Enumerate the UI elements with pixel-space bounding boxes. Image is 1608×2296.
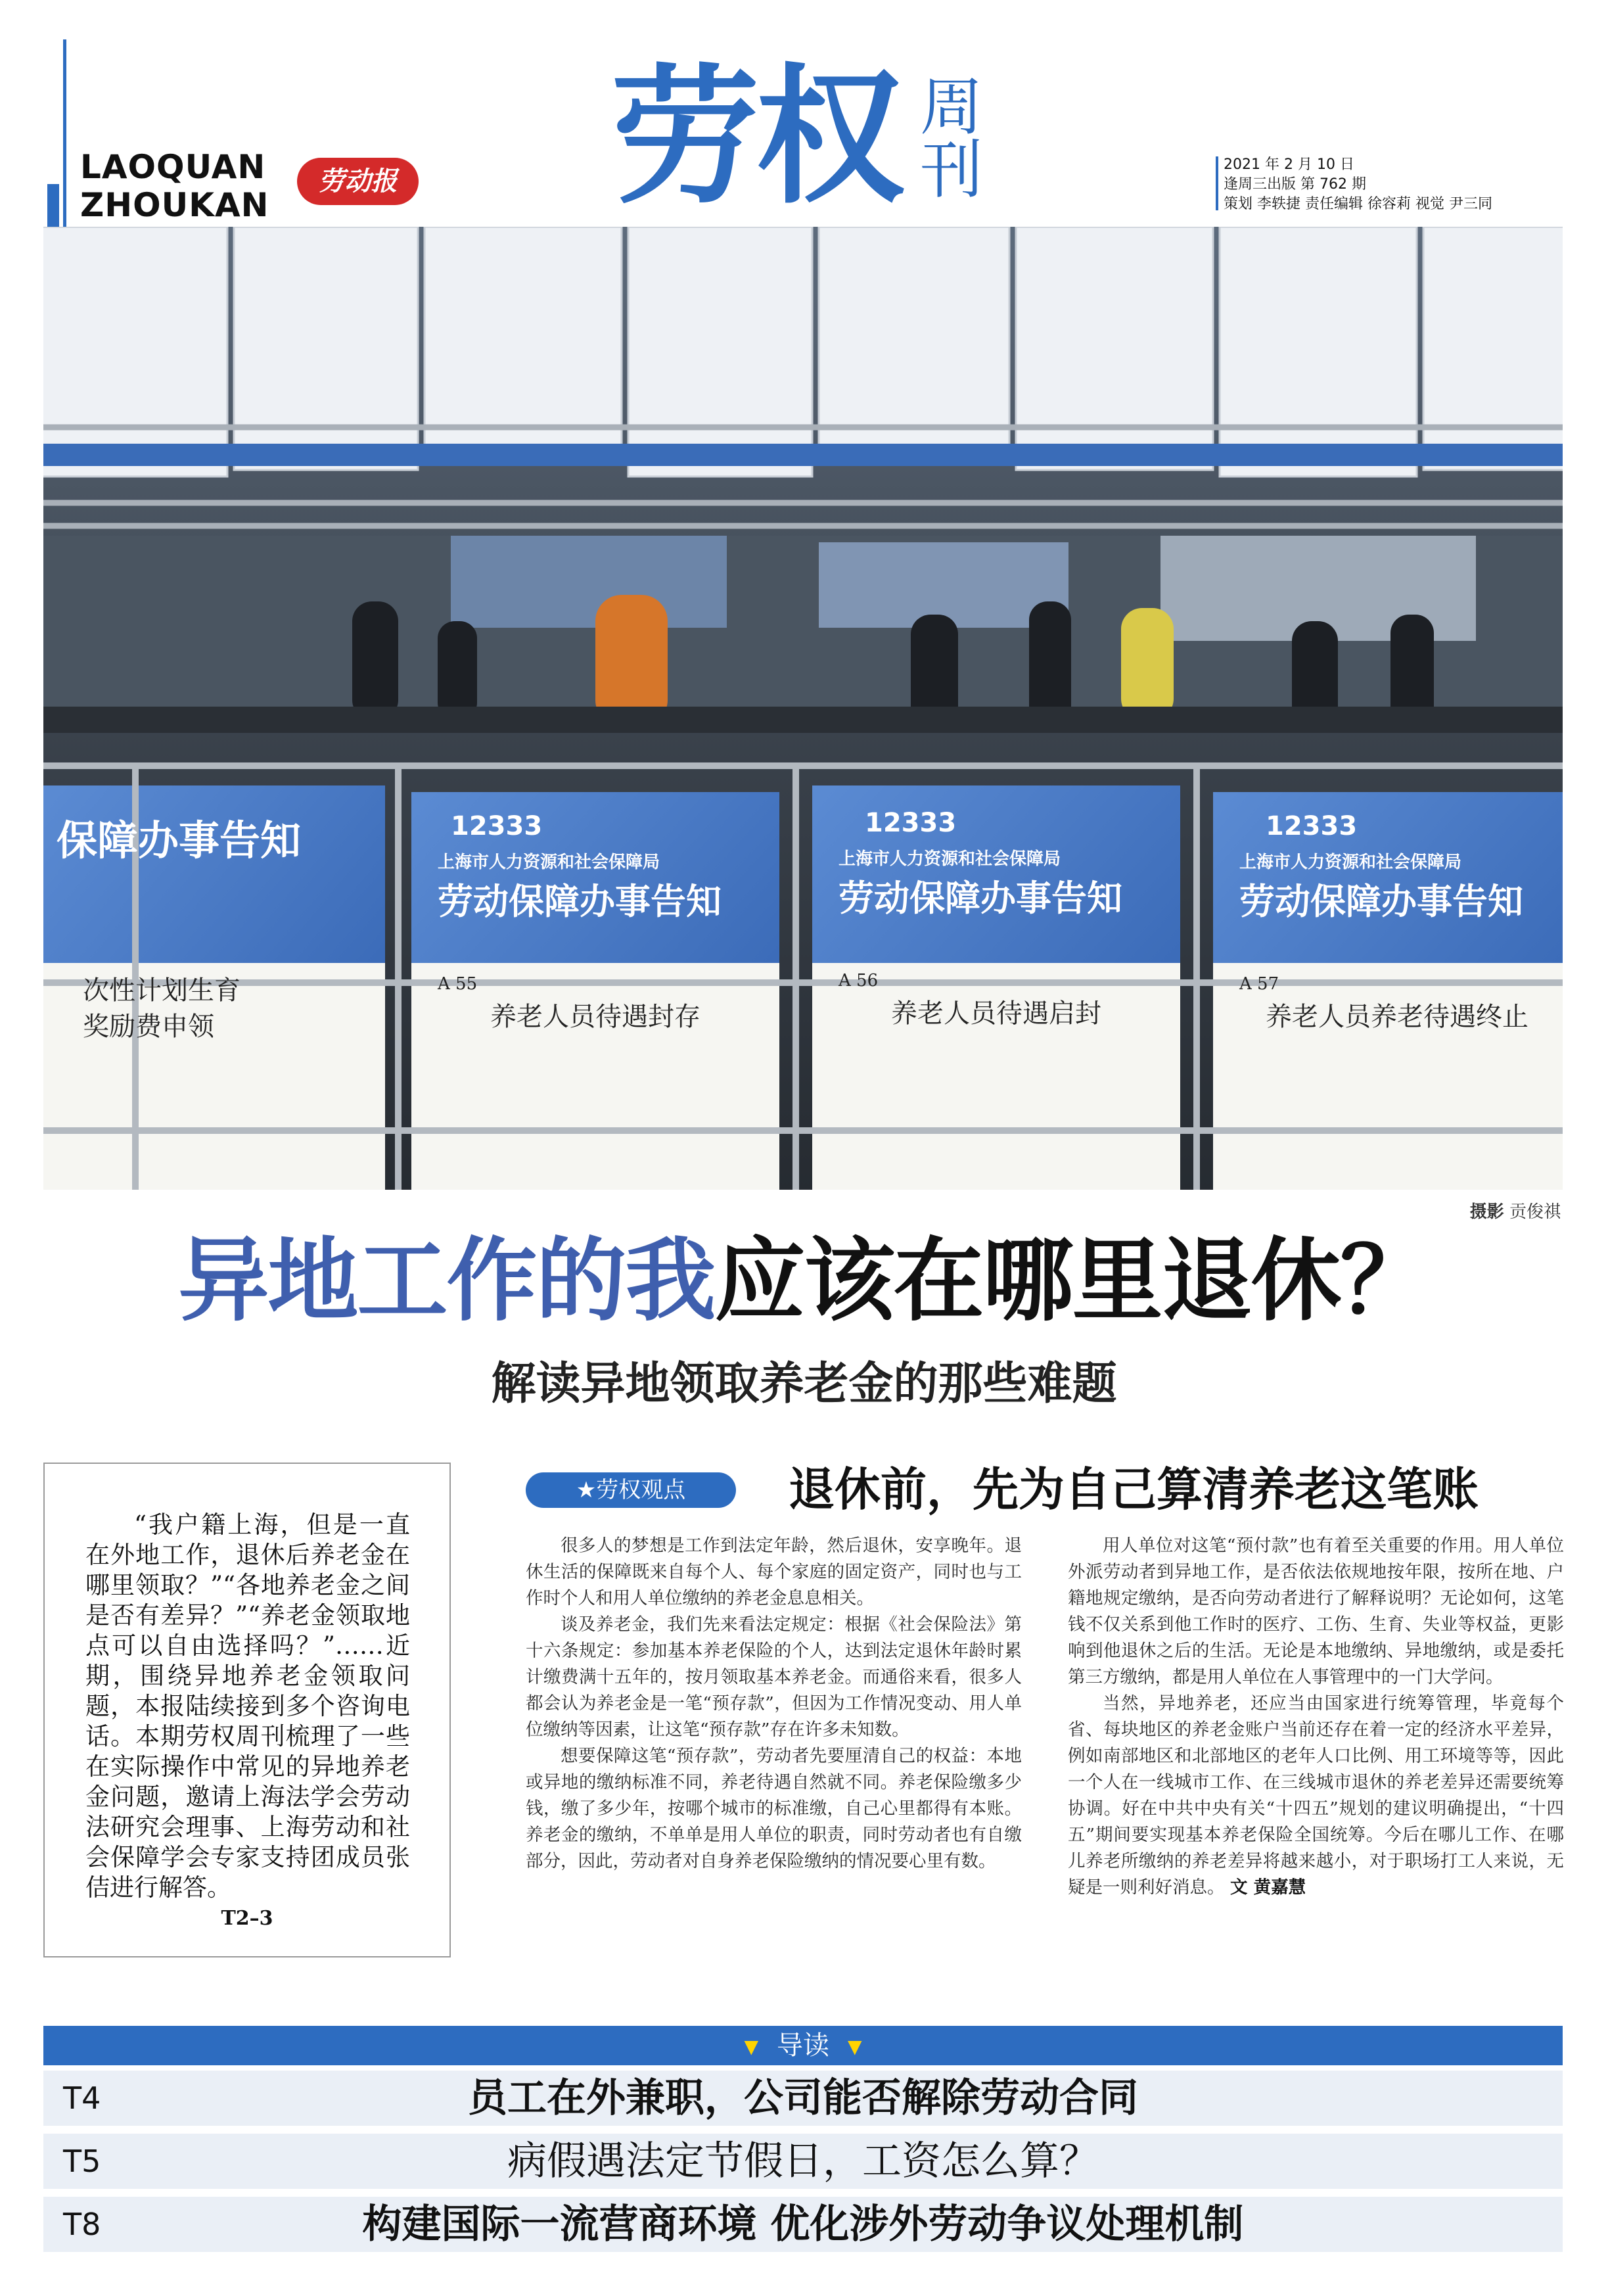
photo-credit xyxy=(1470,1198,1561,1223)
issue-edition: 逢周三出版 第 762 期 xyxy=(1224,176,1366,193)
brochure-heading: 劳动保障办事告知 xyxy=(438,881,722,922)
brand-accent-lines xyxy=(47,39,74,250)
brochure-code: A 57 xyxy=(1239,974,1279,994)
brochure-hotline: 12333 xyxy=(451,811,543,841)
column-body xyxy=(526,1533,1564,1901)
masthead-title-side: 周刊 xyxy=(920,70,983,207)
guide-item-page: T5 xyxy=(63,2144,101,2179)
left-brochure-item-b: 奖励费申领 xyxy=(83,1012,214,1042)
summary-page-ref: T2–3 xyxy=(221,1907,273,1930)
brand-latin-line1: LAOQUAN xyxy=(80,148,266,186)
column-paragraph: 想要保障这笔“预存款”，劳动者先要厘清自己的权益：本地或异地的缴纳标准不同，养老待遇自然就不同。养老保险缴多少钱，缴了多少年，按哪个城市的标准缴，自己心里都得有本账。养老金的缴纳，不单单是用人单位的职责，同时劳动者也有自缴部分，因此，劳动者对自身养老保险缴纳的情况要心里有数。 xyxy=(526,1746,1022,1871)
guide-item-title: 病假遇法定节假日，工资怎么算？ xyxy=(507,2138,1099,2184)
guide-item-title: 员工在外兼职，公司能否解除劳动合同 xyxy=(468,2075,1138,2121)
brochure-bureau: 上海市人力资源和社会保障局 xyxy=(438,853,660,872)
left-brochure-heading: 保障办事告知 xyxy=(57,816,302,864)
guide-label: 导读 xyxy=(777,2030,829,2061)
column-paragraph: 当然，异地养老，还应当由国家进行统筹管理，毕竟每个省、每块地区的养老金账户当前还存在着一定的经济水平差异，例如南部地区和北部地区的老年人口比例、用工环境等等，因此一个人在一线城市工作、在三线城市退休的养老差异还需要统筹协调。好在中共中央有关“十四五”规划的建议明确提出，“十四五”期间要实现基本养老保险全国统筹。今后在哪儿工作、在哪儿养老所缴纳的养老差异将越来越小，对于职场打工人来说，无疑是一则利好消息。 xyxy=(1068,1693,1564,1898)
hero-photo-illustration xyxy=(43,227,1563,1190)
newspaper-seal-logo: 劳动报 xyxy=(297,158,419,205)
brochure-item: 养老人员养老待遇终止 xyxy=(1266,1002,1528,1032)
guide-item-page: T8 xyxy=(63,2207,101,2242)
photo-credit-name: 贡俊祺 xyxy=(1509,1202,1561,1222)
column-paragraph-last xyxy=(1068,1691,1564,1901)
issue-date: 2021 年 2 月 10 日 xyxy=(1224,156,1354,173)
sub-headline: 解读异地领取养老金的那些难题 xyxy=(491,1357,1117,1410)
column-title: 退休前，先为自己算清养老这笔账 xyxy=(789,1462,1479,1516)
issue-info xyxy=(1224,155,1492,214)
guide-item-title: 构建国际一流营商环境 优化涉外劳动争议处理机制 xyxy=(362,2201,1244,2247)
brochure-bureau: 上海市人力资源和社会保障局 xyxy=(1239,853,1462,872)
brochure-item: 养老人员待遇封存 xyxy=(490,1002,701,1032)
main-headline-part-b: 应该在哪里退休？ xyxy=(714,1227,1430,1334)
triangle-down-icon: ▼ xyxy=(744,2036,758,2057)
brochure-heading: 劳动保障办事告知 xyxy=(1239,881,1523,922)
guide-item[interactable] xyxy=(43,2197,1563,2252)
guide-item-page: T4 xyxy=(63,2080,101,2116)
column-paragraph: 谈及养老金，我们先来看法定规定：根据《社会保险法》第十六条规定：参加基本养老保险的个人，达到法定退休年龄时累计缴费满十五年的，按月领取基本养老金。而通俗来看，很多人都会认为养老金是一笔“预存款”，但因为工作情况变动、用人单位缴纳等因素，让这笔“预存款”存在许多未知数。 xyxy=(526,1614,1022,1740)
issue-info-bar xyxy=(1216,156,1218,210)
photo-credit-label: 摄影 xyxy=(1469,1202,1504,1222)
triangle-down-icon: ▼ xyxy=(848,2036,862,2057)
brochure-heading: 劳动保障办事告知 xyxy=(838,878,1122,919)
column-tag: ★劳权观点 xyxy=(526,1472,736,1508)
brochure-hotline: 12333 xyxy=(1266,811,1358,841)
brochure-code: A 55 xyxy=(438,974,478,994)
issue-credits: 策划 李轶捷 责任编辑 徐容莉 视觉 尹三同 xyxy=(1224,196,1492,212)
guide-item[interactable] xyxy=(43,2071,1563,2126)
brochure-item: 养老人员待遇启封 xyxy=(891,998,1101,1029)
guide-item[interactable] xyxy=(43,2134,1563,2189)
column-paragraph: 用人单位对这笔“预付款”也有着至关重要的作用。用人单位外派劳动者到异地工作，是否依法依规地按年限，按所在地、户籍地规定缴纳，是否向劳动者进行了解释说明？无论如何，这笔钱不仅关系到他工作时的医疗、工伤、生育、失业等权益，更影响到他退休之后的生活。无论是本地缴纳、异地缴纳，或是委托第三方缴纳，都是用人单位在人事管理中的一门大学问。 xyxy=(1068,1535,1564,1687)
main-headline-part-a: 异地工作的我 xyxy=(178,1227,715,1334)
left-brochure-item-a: 次性计划生育 xyxy=(83,975,241,1006)
summary-box xyxy=(43,1463,451,1957)
hero-photo xyxy=(43,227,1563,1190)
brochure-code: A 56 xyxy=(838,971,879,991)
brochure-bureau: 上海市人力资源和社会保障局 xyxy=(838,849,1061,869)
brand-latin-name xyxy=(80,148,269,224)
masthead-title: 劳权 xyxy=(611,51,901,224)
column-paragraph: 很多人的梦想是工作到法定年龄，然后退休，安享晚年。退休生活的保障既来自每个人、每个家庭的固定资产，同时也与工作时个人和用人单位缴纳的养老金息息相关。 xyxy=(526,1535,1022,1608)
column-byline: 文 黄嘉慧 xyxy=(1229,1877,1306,1898)
summary-text: “我户籍上海，但是一直在外地工作，退休后养老金在哪里领取？”“各地养老金之间是否有差异？”“养老金领取地点可以自由选择吗？”……近期，围绕异地养老金领取问题，本报陆续接到多个咨询电话。本期劳权周刊梳理了一些在实际操作中常见的异地养老金问题，邀请上海法学会劳动法研究会理事、上海劳动和社会保障学会专家支持团成员张佶进行解答。 xyxy=(85,1511,410,1902)
guide-header xyxy=(43,2026,1563,2065)
brochure-hotline: 12333 xyxy=(865,808,957,838)
main-headline xyxy=(0,1228,1608,1333)
brand-accent-line xyxy=(63,39,66,250)
brand-latin-line2: ZHOUKAN xyxy=(80,186,269,224)
